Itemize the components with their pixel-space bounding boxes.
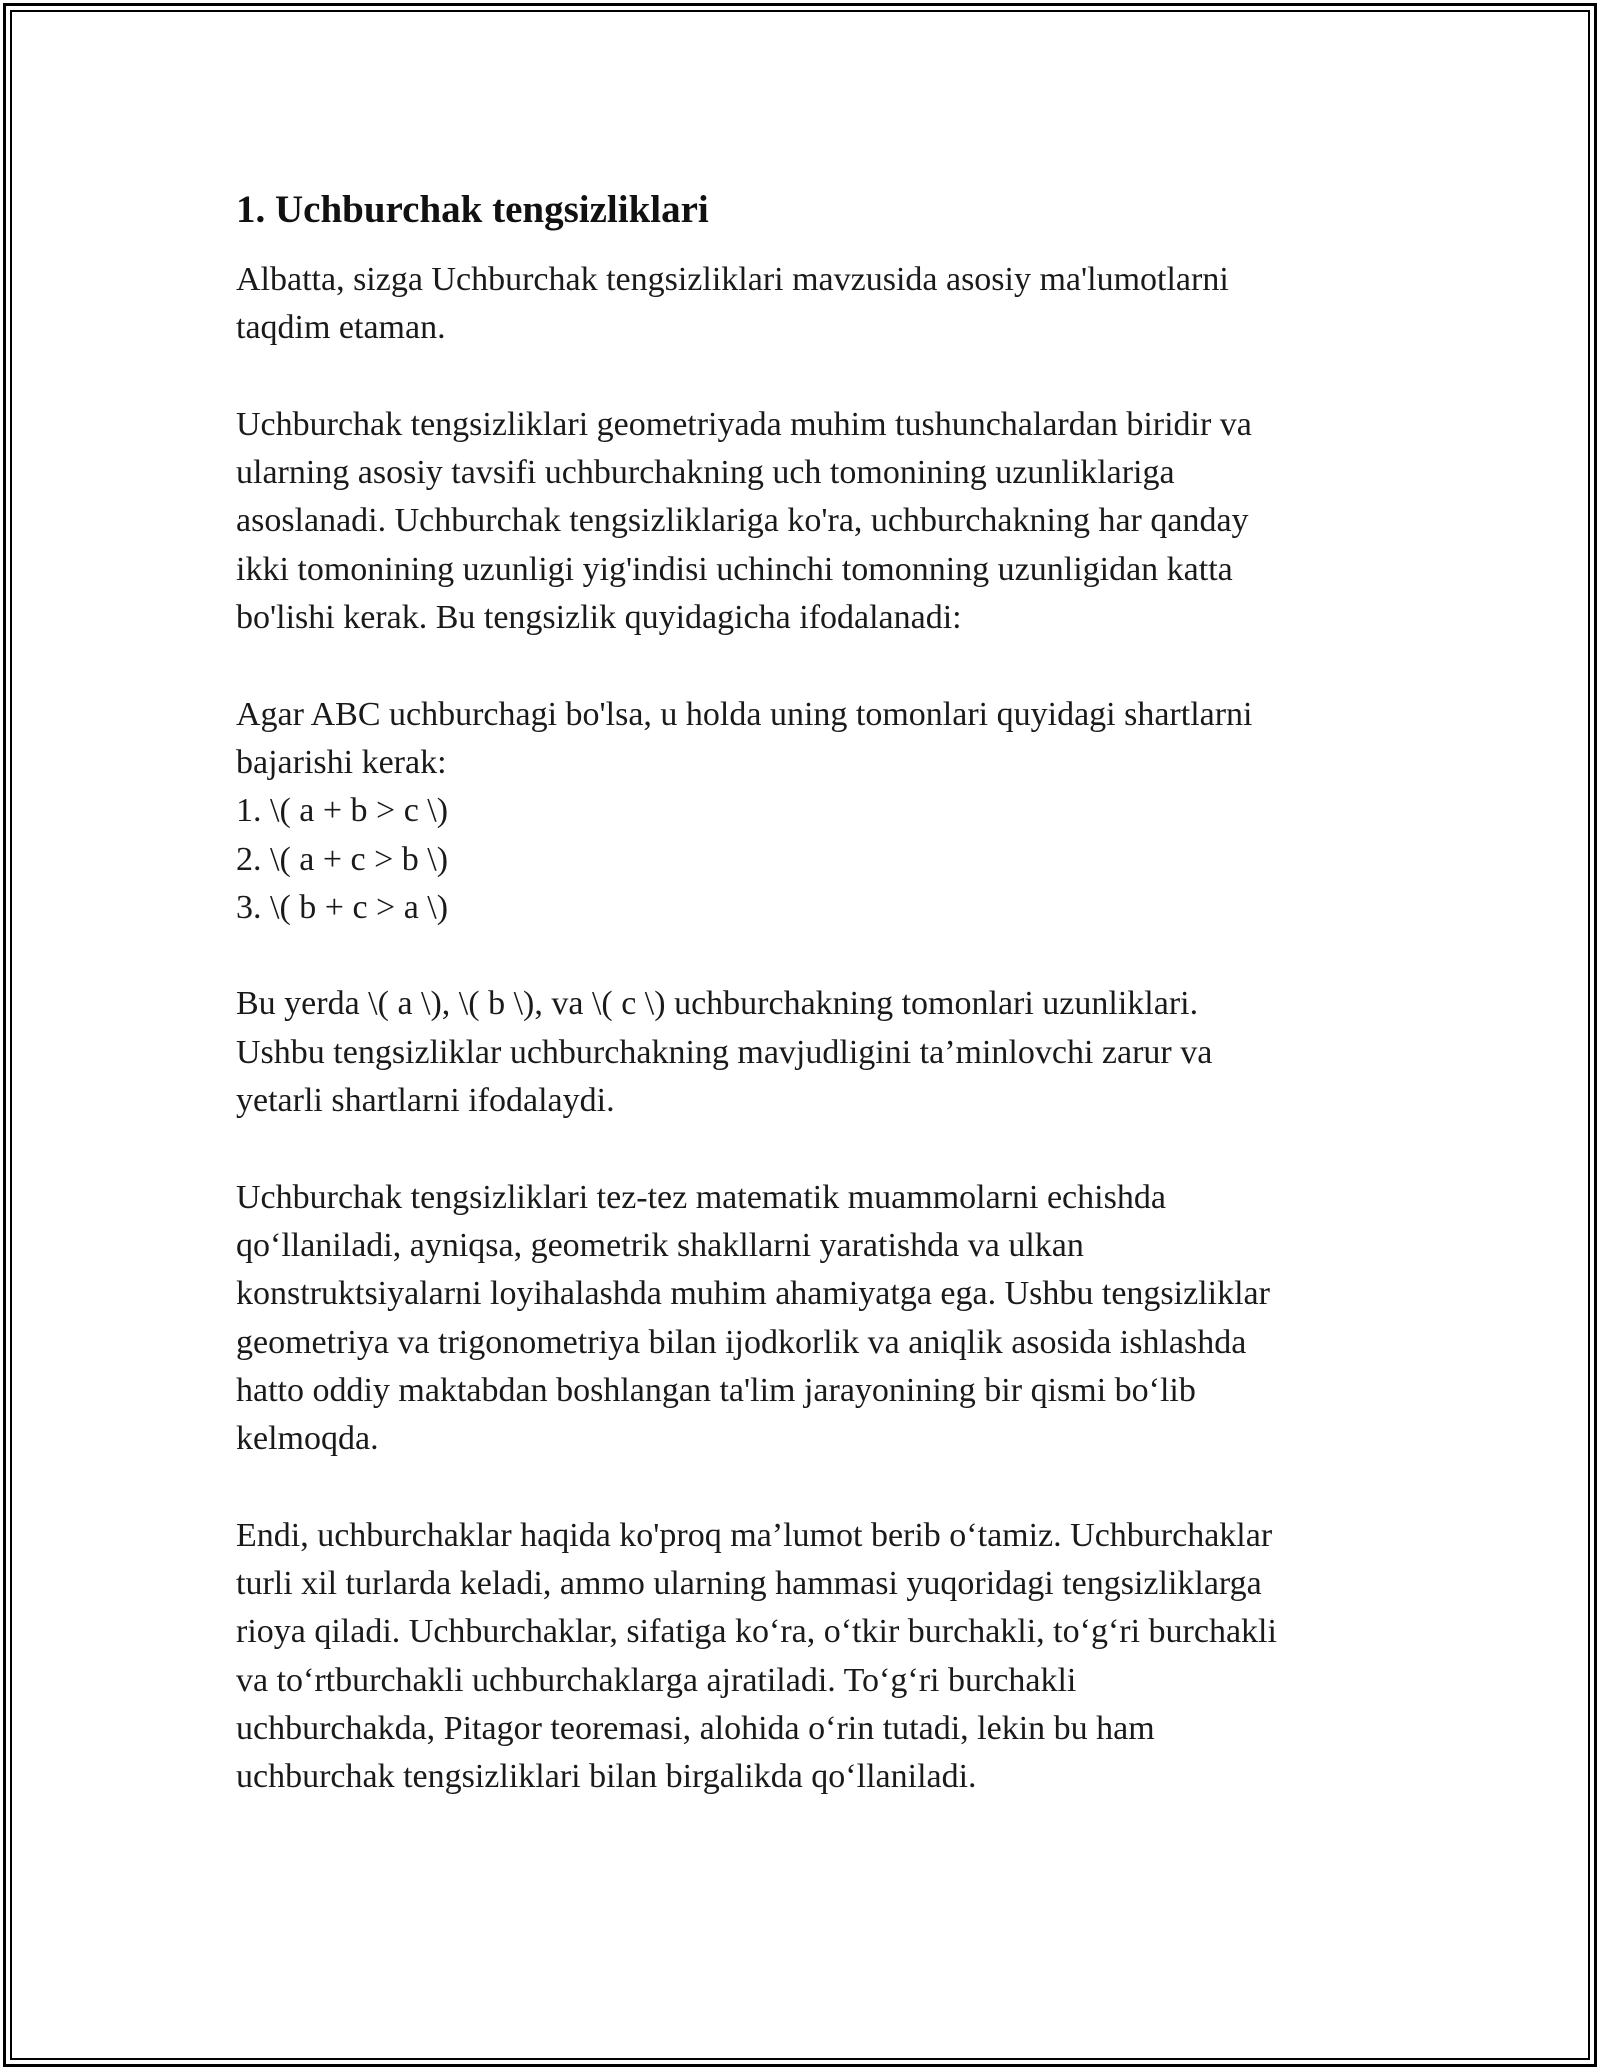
text-line: bajarishi kerak: (236, 743, 447, 781)
text-line: kelmoqda. (236, 1420, 379, 1458)
text-line: bo'lishi kerak. Bu tengsizlik quyidagicha ifodalanadi: (236, 599, 962, 637)
text-line: Uchburchak tengsizliklari tez-tez matematik muammolarni echishda (236, 1178, 1166, 1216)
inequality-item: 3. \( b + c > a \) (236, 888, 449, 926)
document-page (236, 186, 1376, 1850)
text-line: hatto oddiy maktabdan boshlangan ta'lim jarayonining bir qismi bo‘lib (236, 1371, 1196, 1409)
text-line: turli xil turlarda keladi, ammo ularning hammasi yuqoridagi tengsizliklarga (236, 1565, 1262, 1603)
text-line: yetarli shartlarni ifodalaydi. (236, 1082, 615, 1120)
document-title: 1. Uchburchak tengsizliklari (236, 188, 709, 231)
text-line: Bu yerda \( a \), \( b \), va \( c \) uchburchakning tomonlari uzunliklari. (236, 985, 1199, 1023)
text-line: konstruktsiyalarni loyihalashda muhim ahamiyatga ega. Ushbu tengsizliklar (236, 1275, 1270, 1313)
text-line: ikki tomonining uzunligi yig'indisi uchinchi tomonning uzunligidan katta (236, 550, 1233, 588)
paragraph-intro (236, 256, 1376, 353)
text-line: qo‘llaniladi, ayniqsa, geometrik shakllarni yaratishda va ulkan (236, 1226, 1084, 1264)
text-line: Uchburchak tengsizliklari geometriyada muhim tushunchalardan biridir va (236, 405, 1252, 443)
text-line: ularning asosiy tavsifi uchburchakning uch tomonining uzunliklariga (236, 454, 1175, 492)
text-line: Ushbu tengsizliklar uchburchakning mavjudligini ta’minlovchi zarur va (236, 1033, 1213, 1071)
paragraph-applications (236, 1174, 1376, 1464)
inequality-item: 1. \( a + b > c \) (236, 792, 449, 830)
text-line: rioya qiladi. Uchburchaklar, sifatiga ko‘ra, o‘tkir burchakli, to‘g‘ri burchakli (236, 1613, 1277, 1651)
inequality-item: 2. \( a + c > b \) (236, 840, 449, 878)
paragraph-types (236, 1512, 1376, 1802)
paragraph-explanation (236, 980, 1376, 1125)
text-line: taqdim etaman. (236, 309, 446, 347)
text-line: uchburchak tengsizliklari bilan birgalikda qo‘llaniladi. (236, 1758, 977, 1796)
paragraph-definition (236, 401, 1376, 642)
text-line: va to‘rtburchakli uchburchaklarga ajratiladi. To‘g‘ri burchakli (236, 1661, 1077, 1699)
text-line: geometriya va trigonometriya bilan ijodkorlik va aniqlik asosida ishlashda (236, 1323, 1247, 1361)
text-line: Albatta, sizga Uchburchak tengsizliklari mavzusida asosiy ma'lumotlarni (236, 261, 1229, 298)
text-line: uchburchakda, Pitagor teoremasi, alohida o‘rin tutadi, lekin bu ham (236, 1709, 1155, 1747)
text-line: Endi, uchburchaklar haqida ko'proq ma’lumot berib o‘tamiz. Uchburchaklar (236, 1516, 1273, 1554)
paragraph-conditions (236, 691, 1376, 932)
text-line: Agar ABC uchburchagi bo'lsa, u holda uning tomonlari quyidagi shartlarni (236, 695, 1253, 733)
text-line: asoslanadi. Uchburchak tengsizliklariga ko'ra, uchburchakning har qanday (236, 502, 1249, 540)
